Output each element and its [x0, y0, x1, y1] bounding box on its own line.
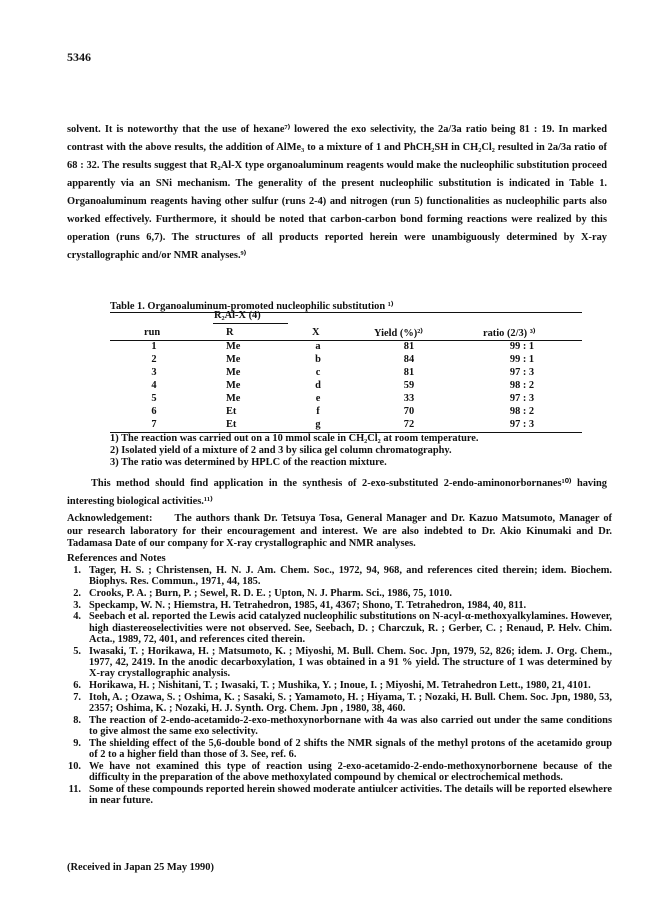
reference-text: Tager, H. S. ; Christensen, H. N. J. Am. Chem. Soc., 1972, 94, 968, and references cited therein; idem. Biochem. Biophys. Res. Commun., 1971, 44, 185. [89, 565, 612, 588]
cell-run: 2 [151, 354, 157, 365]
table-top-rule [110, 312, 582, 313]
body-paragraph-1: solvent. It is noteworthy that the use of hexane⁷⁾ lowered the exo selectivity, the 2a/3a ratio being 81 : 19. In marked contrast with the above results, the addition of AlMe₃ to a mixture of 1 and PhCH₂SH in CH₂Cl₂ resulted in 2a/3a ratio of 68 : 32. The results suggest that R₂Al-X type organoaluminum reagents would make the nucleophilic substitution proceed apparently via an SNi mechanism. The generality of the present nucleophilic substitution is indicated in Table 1. Organoaluminum reagents having other sulfur (runs 2-4) and nitrogen (run 5) functionalities as nucleophilic parts also worked effectively. Furthermore, it should be noted that carbon-carbon bond forming reactions were realized by this operation (runs 6,7). The structures of all products reported herein were unambiguously determined by X-ray crystallographic and/or NMR analyses.⁹⁾ [67, 124, 607, 261]
reference-item [67, 565, 612, 588]
acknowledgement-text: The authors thank Dr. Tetsuya Tosa, General Manager and Dr. Kazuo Matsumoto, Manager of our research laboratory for their encouragement and interest. We are also indebted to Dr. Akio Kinumaki and Dr. Tadamasa Date of our company for X-ray crystallographic and NMR analyses. [67, 513, 612, 549]
cell-yield: 72 [403, 419, 415, 430]
cell-run: 3 [151, 367, 157, 378]
reference-number: 7. [73, 691, 81, 703]
table-group-header: R₂Al-X (4) [214, 310, 261, 321]
references-heading: References and Notes [67, 552, 166, 564]
table-row [110, 406, 582, 419]
acknowledgement [67, 513, 612, 551]
table-header-x: X [312, 327, 320, 338]
reference-text: Iwasaki, T. ; Horikawa, H. ; Matsumoto, K. ; Miyoshi, M. Bull. Chem. Soc. Jpn, 1979, 52, 826; idem. J. Org. Chem., 1977, 42, 2419. In the anodic decarboxylation, 1 was obtained in a 91 % yield. The structure of 1 was determined by X-ray crystallographic analysis. [89, 645, 612, 680]
reference-text: Crooks, P. A. ; Burn, P. ; Sewel, R. D. E. ; Upton, N. J. Pharm. Sci., 1986, 75, 1010. [89, 587, 453, 599]
cell-run: 4 [151, 380, 157, 391]
reference-item [67, 784, 612, 807]
reference-item [67, 611, 612, 645]
table-row [110, 380, 582, 393]
reference-item [67, 761, 612, 784]
cell-r: Et [226, 419, 237, 430]
reference-item [67, 600, 612, 611]
reference-number: 1. [73, 565, 81, 576]
cell-yield: 59 [403, 380, 415, 391]
table-row [110, 393, 582, 406]
reference-text: Some of these compounds reported herein showed moderate antiulcer activities. The details will be reported elsewhere in near future. [89, 783, 612, 806]
body-paragraph-2: This method should find application in the synthesis of 2-exo-substituted 2-endo-aminonorbornanes¹⁰⁾ having interesting biological activities.¹¹⁾ [67, 478, 607, 507]
reference-number: 4. [73, 611, 81, 623]
cell-yield: 81 [403, 341, 415, 352]
cell-r: Me [226, 341, 241, 352]
cell-run: 7 [151, 419, 157, 430]
cell-ratio: 97 : 3 [509, 393, 535, 404]
reference-text: The shielding effect of the 5,6-double bond of 2 shifts the NMR signals of the methyl protons of the acetamido group of 2 to a higher field than those of 3. See, ref. 6. [89, 737, 612, 760]
table-row [110, 419, 582, 432]
reference-text: Itoh, A. ; Ozawa, S. ; Oshima, K. ; Sasaki, S. ; Yamamoto, H. ; Hiyama, T. ; Nozaki, H. Bull. Chem. Soc. Jpn, 1980, 53, 2357; Oshima, K. ; Nozaki, H. J. Synth. Org. Chem. Jpn , 1980, 38, 460. [89, 691, 612, 714]
reference-text: Horikawa, H. ; Nishitani, T. ; Iwasaki, T. ; Mushika, Y. ; Inoue, I. ; Miyoshi, M. Tetrahedron Lett., 1980, 21, 4101. [89, 679, 591, 691]
reference-number: 9. [73, 737, 81, 749]
reference-item [67, 680, 612, 691]
reference-number: 3. [73, 599, 81, 611]
cell-run: 6 [151, 406, 157, 417]
table-header-ratio: ratio (2/3) ³⁾ [483, 328, 536, 339]
table-row [110, 354, 582, 367]
reference-number: 11. [68, 783, 81, 795]
cell-ratio: 97 : 3 [509, 367, 535, 378]
page-number: 5346 [67, 50, 91, 64]
reference-item [67, 692, 612, 715]
reference-item [67, 715, 612, 738]
cell-ratio: 99 : 1 [509, 341, 535, 352]
cell-x: c [315, 367, 321, 378]
table-header-run: run [144, 327, 161, 338]
cell-ratio: 98 : 2 [509, 380, 535, 391]
cell-x: e [315, 393, 321, 404]
cell-yield: 70 [403, 406, 415, 417]
table-row [110, 341, 582, 354]
table-header-yield: Yield (%)²⁾ [374, 328, 423, 339]
cell-run: 5 [151, 393, 157, 404]
table-header-r: R [226, 327, 234, 338]
cell-x: d [315, 380, 321, 391]
cell-r: Me [226, 393, 241, 404]
table-footnote: 3) The ratio was determined by HPLC of the reaction mixture. [110, 457, 387, 468]
reference-number: 5. [73, 645, 81, 657]
reference-item [67, 738, 612, 761]
reference-item [67, 646, 612, 680]
cell-x: g [315, 419, 321, 430]
reference-text: We have not examined this type of reaction using 2-exo-acetamido-2-endo-methoxynorbornene because of the difficulty in the preparation of the above methoxylated compound by chemical or electrochemical methods. [89, 760, 612, 783]
reference-number: 6. [73, 679, 81, 691]
cell-yield: 84 [403, 354, 415, 365]
table-title: Table 1. Organoaluminum-promoted nucleophilic substitution ¹⁾ [110, 301, 394, 312]
reference-number: 2. [73, 587, 81, 599]
cell-run: 1 [151, 341, 157, 352]
table-footnote: 2) Isolated yield of a mixture of 2 and 3 by silica gel column chromatography. [110, 445, 452, 456]
cell-yield: 81 [403, 367, 415, 378]
cell-x: f [316, 406, 320, 417]
cell-x: b [315, 354, 321, 365]
reference-number: 8. [73, 714, 81, 726]
table-group-rule [213, 323, 288, 324]
table-footnote: 1) The reaction was carried out on a 10 mmol scale in CH₂Cl₂ at room temperature. [110, 433, 479, 444]
acknowledgement-label: Acknowledgement: [67, 513, 153, 524]
reference-text: Speckamp, W. N. ; Hiemstra, H. Tetrahedron, 1985, 41, 4367; Shono, T. Tetrahedron, 1984, 40, 811. [89, 599, 527, 611]
cell-yield: 33 [403, 393, 415, 404]
reference-text: The reaction of 2-endo-acetamido-2-exo-methoxynorbornane with 4a was also carried out under the same conditions to give almost the same exo selectivity. [89, 714, 612, 737]
table-row [110, 367, 582, 380]
reference-number: 10. [68, 760, 81, 772]
cell-ratio: 97 : 3 [509, 419, 535, 430]
cell-r: Et [226, 406, 237, 417]
reference-item [67, 588, 612, 599]
cell-r: Me [226, 380, 241, 391]
cell-x: a [315, 341, 321, 352]
cell-ratio: 98 : 2 [509, 406, 535, 417]
reference-text: Seebach et al. reported the Lewis acid catalyzed nucleophilic substitutions on N-acyl-α-methoxyalkylamines. However, high diastereoselectivities were not observed. See, Seebach, D. ; Charczuk, R. ; Gerber, C. ; Renaud, P. Helv. Chim. Acta., 1989, 72, 401, and references cited therein. [89, 611, 612, 645]
received-date: (Received in Japan 25 May 1990) [67, 862, 214, 873]
cell-ratio: 99 : 1 [509, 354, 535, 365]
cell-r: Me [226, 354, 241, 365]
references-list [67, 565, 612, 807]
cell-r: Me [226, 367, 241, 378]
